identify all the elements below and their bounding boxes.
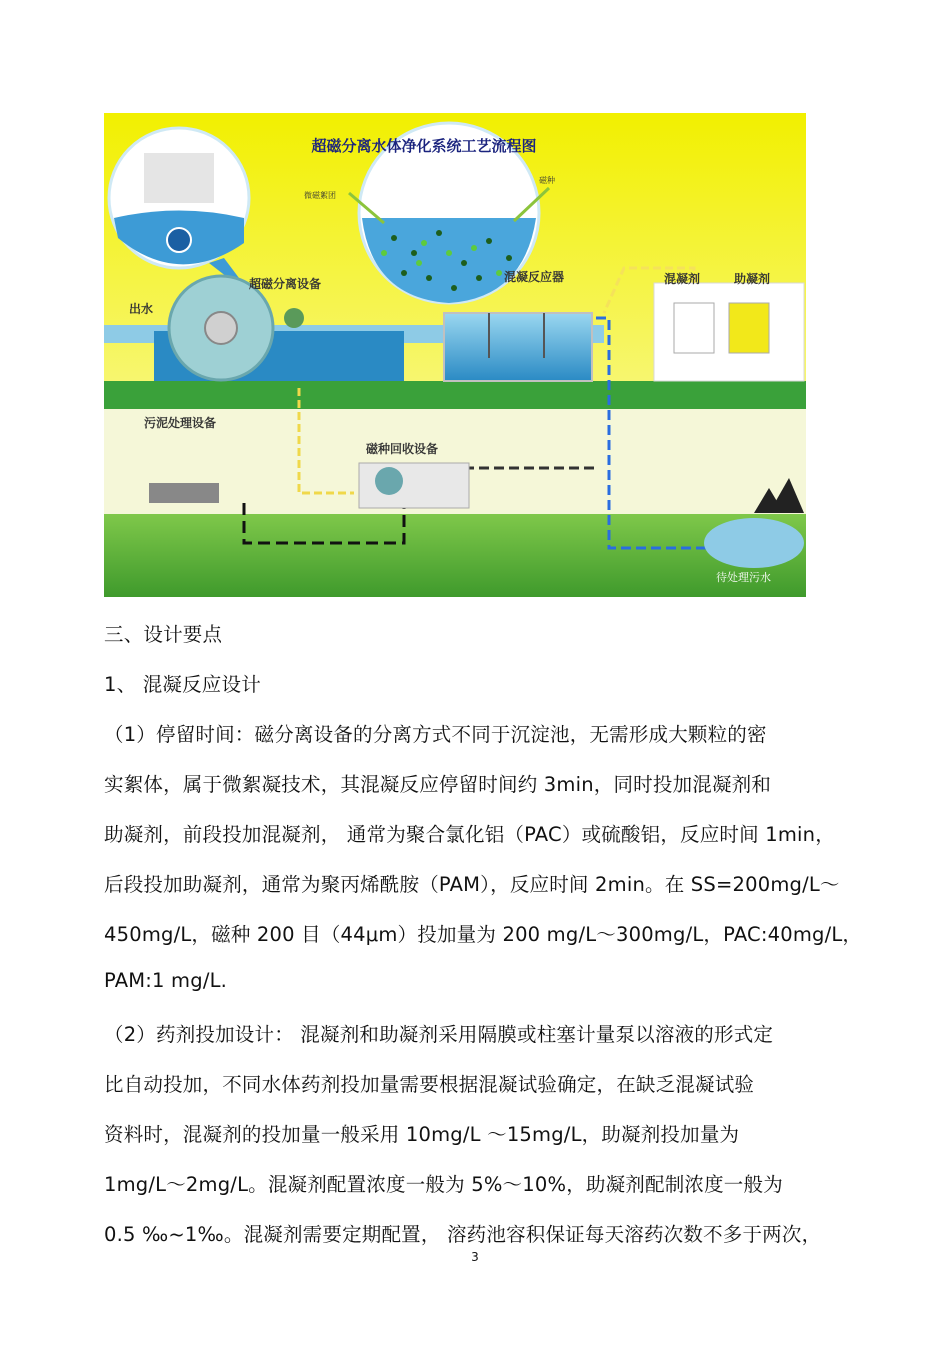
paragraph-line: 1mg/L～2mg/L。混凝剂配置浓度一般为 5%～10%，助凝剂配制浓度一般为	[104, 1173, 783, 1196]
process-flow-diagram	[104, 113, 806, 597]
paragraph-line: 后段投加助凝剂，通常为聚丙烯酰胺（PAM），反应时间 2min。在 SS=200mg/L～	[104, 873, 840, 896]
label-recovery: 磁种回收设备	[366, 442, 439, 456]
paragraph-line: 实絮体，属于微絮凝技术，其混凝反应停留时间约 3min，同时投加混凝剂和	[104, 773, 772, 796]
paragraph-line: 0.5 ‰~1‰。混凝剂需要定期配置， 溶药池容积保证每天溶药次数不多于两次，	[104, 1223, 822, 1246]
label-separator: 超磁分离设备	[249, 277, 322, 291]
paragraph-line: PAM:1 mg/L.	[104, 969, 228, 992]
label-seed: 磁种	[539, 176, 555, 185]
section-heading: 三、设计要点	[104, 623, 223, 646]
label-reactor: 混凝反应器	[504, 270, 565, 284]
paragraph-line: 资料时，混凝剂的投加量一般采用 10mg/L ～15mg/L，助凝剂投加量为	[104, 1123, 740, 1146]
label-sludge: 污泥处理设备	[144, 416, 217, 430]
label-outlet: 出水	[129, 302, 154, 316]
paragraph-line: （2）药剂投加设计： 混凝剂和助凝剂采用隔膜或柱塞计量泵以溶液的形式定	[104, 1023, 774, 1046]
label-raw-water: 待处理污水	[716, 571, 771, 584]
label-coagulant: 混凝剂	[664, 272, 701, 286]
paragraph-line: 比自动投加，不同水体药剂投加量需要根据混凝试验确定，在缺乏混凝试验	[104, 1073, 755, 1096]
subsection-heading: 1、 混凝反应设计	[104, 673, 261, 696]
page-number: 3	[471, 1250, 479, 1264]
paragraph-line: 助凝剂，前段投加混凝剂， 通常为聚合氯化铝（PAC）或硫酸铝，反应时间 1min，	[104, 823, 835, 846]
paragraph-line: （1）停留时间：磁分离设备的分离方式不同于沉淀池，无需形成大颗粒的密	[104, 723, 767, 746]
figure-title: 超磁分离水体净化系统工艺流程图	[311, 137, 537, 155]
label-floc: 微磁絮团	[304, 191, 336, 200]
paragraph-line: 450mg/L，磁种 200 目（44μm）投加量为 200 mg/L～300mg/L，PAC:40mg/L，	[104, 923, 863, 946]
label-aid: 助凝剂	[734, 272, 771, 286]
